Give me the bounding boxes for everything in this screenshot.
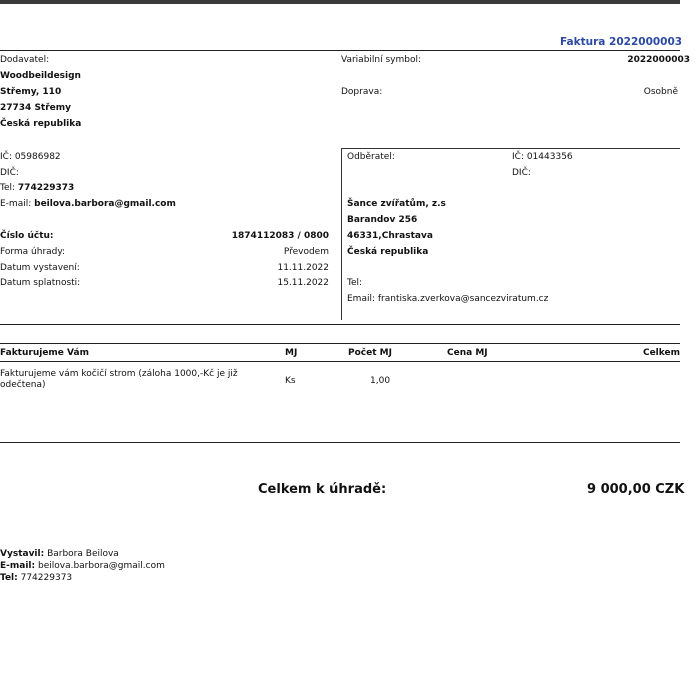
due-date-label: Datum splatnosti: — [0, 278, 81, 288]
supplier-label: Dodavatel: — [0, 55, 50, 65]
supplier-email-value[interactable]: beilova.barbora@gmail.com — [34, 199, 176, 209]
items-table-header-border — [0, 361, 680, 362]
issued-by — [0, 549, 119, 559]
invoice-title: Faktura 2022000003 — [560, 36, 683, 48]
issued-by-value: Barbora Beilova — [47, 549, 119, 559]
footer-tel-label: Tel: — [0, 573, 18, 583]
supplier-ic: IČ: 05986982 — [0, 152, 61, 162]
supplier-city: 27734 Střemy — [0, 103, 72, 113]
variable-symbol-value: 2022000003 — [627, 55, 690, 65]
viewer-top-bar — [0, 0, 680, 4]
col-header-description: Fakturujeme Vám — [0, 348, 89, 358]
supplier-country: Česká republika — [0, 119, 82, 129]
customer-city: 46331,Chrastava — [347, 231, 433, 241]
issued-by-label: Vystavil: — [0, 549, 45, 559]
col-header-total: Celkem — [642, 348, 680, 358]
customer-email-value[interactable]: frantiska.zverkova@sancezviratum.cz — [377, 294, 549, 304]
total-due-value: 9 000,00 CZK — [587, 482, 685, 497]
customer-email-label: Email: — [347, 294, 376, 304]
customer-ic: IČ: 01443356 — [512, 152, 573, 162]
supplier-tel-label: Tel: — [0, 183, 16, 193]
total-due-label: Celkem k úhradě: — [258, 482, 387, 497]
col-header-unit: MJ — [285, 348, 298, 358]
footer-tel — [0, 573, 72, 583]
customer-name: Šance zvířatům, z.s — [347, 199, 446, 209]
customer-dic: DIČ: — [512, 168, 531, 178]
customer-street: Barandov 256 — [347, 215, 418, 225]
footer-email-label: E-mail: — [0, 561, 36, 571]
issued-date-value: 11.11.2022 — [277, 263, 329, 273]
title-divider — [0, 50, 680, 51]
payment-method-value: Převodem — [283, 247, 329, 257]
issued-date-label: Datum vystavení: — [0, 263, 80, 273]
item-description: Fakturujeme vám kočičí strom (záloha 1000,-Kč je již odečtena) — [0, 369, 238, 390]
col-header-unit-price: Cena MJ — [447, 348, 488, 358]
footer-email-value[interactable]: beilova.barbora@gmail.com — [37, 561, 165, 571]
customer-country: Česká republika — [347, 247, 429, 257]
customer-box-top — [341, 148, 680, 149]
col-header-quantity: Počet MJ — [348, 348, 392, 358]
footer-tel-value: 774229373 — [20, 573, 73, 583]
supplier-email — [0, 199, 176, 209]
supplier-dic: DIČ: — [0, 168, 19, 178]
customer-tel-label: Tel: — [347, 278, 363, 288]
header-section-divider — [0, 324, 680, 325]
supplier-tel — [0, 183, 74, 193]
payment-method-label: Forma úhrady: — [0, 247, 66, 257]
due-date-value: 15.11.2022 — [277, 278, 329, 288]
supplier-street: Střemy, 110 — [0, 87, 62, 97]
customer-label: Odběratel: — [347, 152, 395, 162]
supplier-email-label: E-mail: — [0, 199, 32, 209]
variable-symbol-label: Variabilní symbol: — [341, 55, 422, 65]
shipping-value: Osobně — [643, 87, 678, 97]
items-table-bottom-border — [0, 442, 680, 443]
item-quantity: 1,00 — [370, 376, 391, 386]
items-table-top-border — [0, 343, 680, 344]
supplier-name: Woodbeildesign — [0, 71, 81, 81]
customer-email — [347, 294, 548, 304]
footer-email — [0, 561, 165, 571]
supplier-tel-value: 774229373 — [17, 183, 75, 193]
customer-box-left — [341, 148, 342, 320]
account-label: Číslo účtu: — [0, 231, 54, 241]
account-value: 1874112083 / 0800 — [231, 231, 329, 241]
shipping-label: Doprava: — [341, 87, 383, 97]
item-unit: Ks — [285, 376, 296, 386]
